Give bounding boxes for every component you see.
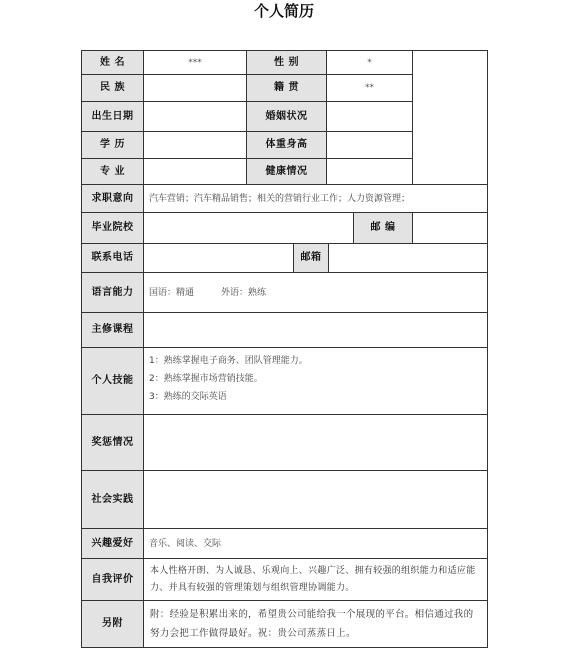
phone-label: 联系电话 <box>82 244 144 273</box>
birth-label: 出生日期 <box>82 102 144 132</box>
language-label: 语言能力 <box>82 273 144 313</box>
resume-table <box>81 50 488 648</box>
gender-label: 性 别 <box>247 51 327 75</box>
skill-item: 3：熟练的交际英语 <box>149 392 227 402</box>
social-practice-value[interactable] <box>144 471 487 529</box>
hobbies-value[interactable]: 音乐、阅读、交际 <box>144 529 487 559</box>
height-weight-value[interactable] <box>327 132 413 159</box>
awards-value[interactable] <box>144 415 487 471</box>
photo-box[interactable] <box>413 51 487 185</box>
height-weight-label: 体重身高 <box>247 132 327 159</box>
name-label: 姓 名 <box>82 51 144 75</box>
marital-label: 婚姻状况 <box>247 102 327 132</box>
phone-value[interactable] <box>144 244 294 273</box>
awards-label: 奖惩情况 <box>82 415 144 471</box>
job-intent-label: 求职意向 <box>82 185 144 213</box>
social-practice-label: 社会实践 <box>82 471 144 529</box>
zip-value[interactable] <box>413 213 487 244</box>
language-value[interactable]: 国语：精通 外语：熟练 <box>144 273 487 313</box>
school-label: 毕业院校 <box>82 213 144 244</box>
skills-label: 个人技能 <box>82 348 144 415</box>
school-value[interactable] <box>144 213 354 244</box>
origin-label: 籍 贯 <box>247 75 327 102</box>
skills-value[interactable] <box>144 348 487 415</box>
name-value[interactable]: *** <box>144 51 247 75</box>
education-label: 学 历 <box>82 132 144 159</box>
page-title: 个人简历 <box>253 2 314 20</box>
ethnicity-label: 民 族 <box>82 75 144 102</box>
health-value[interactable] <box>327 159 413 185</box>
skill-item: 2：熟练掌握市场营销技能。 <box>149 374 263 384</box>
gender-value[interactable]: * <box>327 51 413 75</box>
self-evaluation-label: 自我评价 <box>82 559 144 601</box>
birth-value[interactable] <box>144 102 247 132</box>
job-intent-value[interactable]: 汽车营销；汽车精品销售；相关的营销行业工作；人力资源管理； <box>144 185 487 213</box>
health-label: 健康情况 <box>247 159 327 185</box>
origin-value[interactable]: ** <box>327 75 413 102</box>
marital-value[interactable] <box>327 102 413 132</box>
skill-item: 1：熟练掌握电子商务、团队管理能力。 <box>149 356 308 366</box>
attachment-value[interactable]: 附：经验是积累出来的，希望贵公司能给我一个展现的平台。相信通过我的努力会把工作做得最好。祝：贵公司蒸蒸日上。 <box>150 609 474 639</box>
hobbies-label: 兴趣爱好 <box>82 529 144 559</box>
zip-label: 邮 编 <box>354 213 413 244</box>
ethnicity-value[interactable] <box>144 75 247 102</box>
email-value[interactable] <box>329 244 487 273</box>
courses-value[interactable] <box>144 313 487 348</box>
education-value[interactable] <box>144 132 247 159</box>
attachment-label: 另附 <box>82 601 144 647</box>
self-evaluation-value[interactable]: 本人性格开朗、为人诚恳、乐观向上、兴趣广泛、拥有较强的组织能力和适应能力、并具有较强的管理策划与组织管理协调能力。 <box>144 559 487 601</box>
major-value[interactable] <box>144 159 247 185</box>
email-label: 邮箱 <box>294 244 329 273</box>
major-label: 专 业 <box>82 159 144 185</box>
courses-label: 主修课程 <box>82 313 144 348</box>
